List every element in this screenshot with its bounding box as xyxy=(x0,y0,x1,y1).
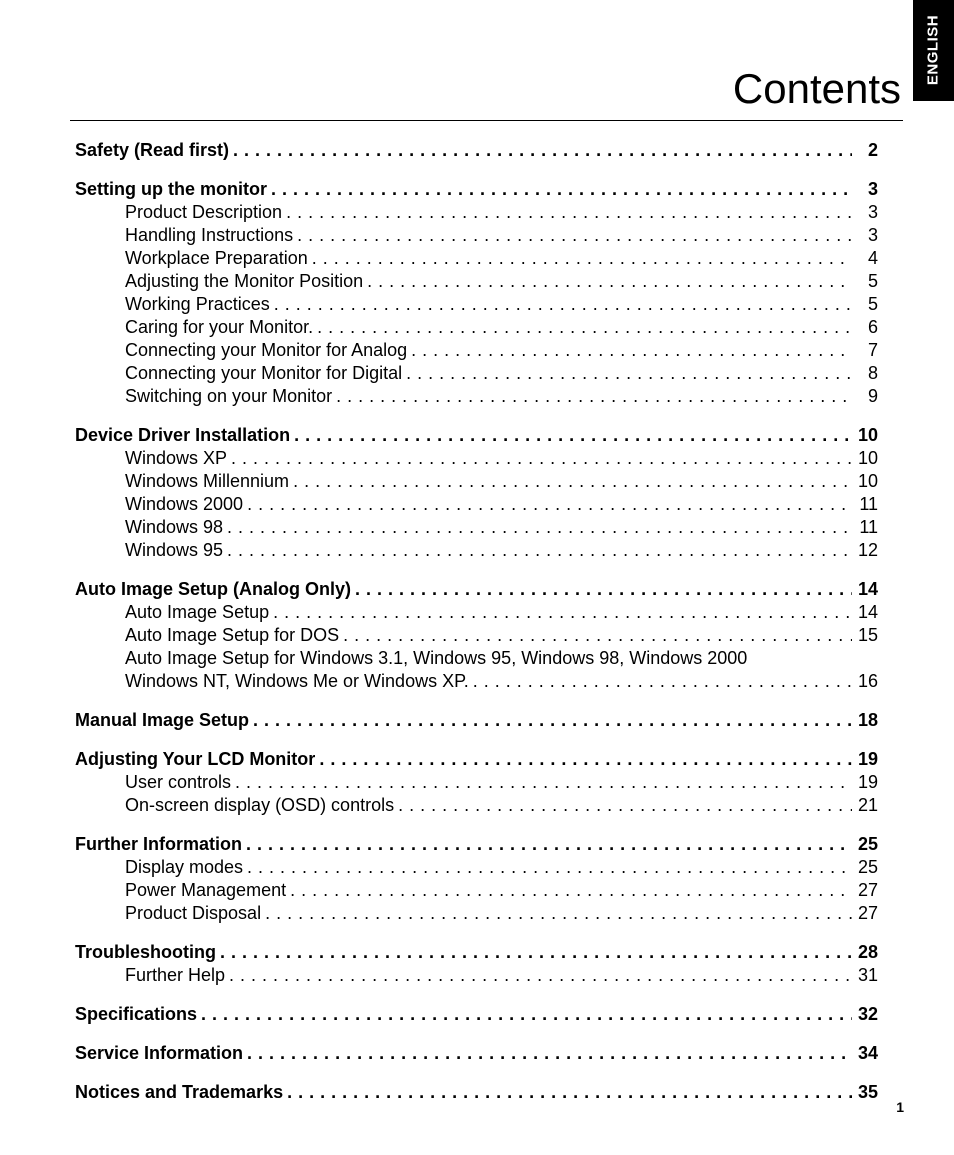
toc-dot-leader xyxy=(317,316,852,339)
toc-dot-leader xyxy=(287,1081,852,1104)
toc-entry-label: Windows 98 xyxy=(125,517,224,537)
toc-entry-label: Windows 95 xyxy=(125,540,224,560)
toc-dot-leader xyxy=(273,601,852,624)
toc-entry-page-number: 7 xyxy=(867,340,878,360)
toc-entry-page-number: 5 xyxy=(867,271,878,291)
toc-section-entry[interactable] xyxy=(75,270,878,293)
toc-entry-label: Manual Image Setup xyxy=(75,710,250,730)
toc-section-entry[interactable] xyxy=(75,624,878,647)
toc-entry-page-number: 5 xyxy=(867,294,878,314)
toc-entry-label: Further Information xyxy=(75,834,242,854)
toc-section-entry[interactable] xyxy=(75,516,878,539)
toc-entry-label: Adjusting the Monitor Position xyxy=(125,271,364,291)
toc-entry-page-number: 10 xyxy=(857,425,878,445)
toc-section-entry[interactable] xyxy=(75,771,878,794)
toc-entry-page-number: 14 xyxy=(857,602,878,622)
toc-entry-label: Safety (Read first) xyxy=(75,140,230,160)
page-number: 1 xyxy=(896,1099,904,1115)
toc-dot-leader xyxy=(235,771,852,794)
toc-entry-label: Troubleshooting xyxy=(75,942,216,962)
toc-entry-page-number: 8 xyxy=(867,363,878,383)
toc-dot-leader xyxy=(253,709,852,732)
toc-section-entry[interactable] xyxy=(75,447,878,470)
toc-section-entry[interactable] xyxy=(75,902,878,925)
toc-dot-leader xyxy=(274,293,852,316)
toc-entry-label: Workplace Preparation xyxy=(125,248,308,268)
toc-entry-label: Auto Image Setup for Windows 3.1, Windows 95, Windows 98, Windows 2000 xyxy=(125,648,748,668)
toc-entry-label: Service Information xyxy=(75,1043,244,1063)
toc-chapter-entry[interactable] xyxy=(75,709,878,732)
toc-section-entry[interactable] xyxy=(75,601,878,624)
toc-section-entry[interactable] xyxy=(75,794,878,817)
toc-dot-leader xyxy=(343,624,852,647)
toc-section-entry[interactable] xyxy=(75,339,878,362)
toc-entry-page-number: 25 xyxy=(857,834,878,854)
toc-dot-leader xyxy=(398,794,852,817)
toc-chapter-entry[interactable] xyxy=(75,139,878,162)
toc-entry-page-number: 28 xyxy=(857,942,878,962)
toc-entry-page-number: 6 xyxy=(867,317,878,337)
toc-chapter-entry[interactable] xyxy=(75,178,878,201)
toc-entry-label: Windows NT, Windows Me or Windows XP. xyxy=(125,671,469,691)
toc-entry-label: Display modes xyxy=(125,857,244,877)
toc-entry-label: Switching on your Monitor xyxy=(125,386,333,406)
toc-entry-page-number: 14 xyxy=(857,579,878,599)
toc-entry-label: Working Practices xyxy=(125,294,270,314)
toc-entry-label: Caring for your Monitor. xyxy=(125,317,314,337)
toc-entry-page-number: 10 xyxy=(857,448,878,468)
toc-chapter-entry[interactable] xyxy=(75,1081,878,1104)
toc-entry-label: Auto Image Setup for DOS xyxy=(125,625,340,645)
toc-dot-leader xyxy=(227,539,852,562)
toc-chapter-entry[interactable] xyxy=(75,578,878,601)
toc-entry-label: Auto Image Setup (Analog Only) xyxy=(75,579,352,599)
toc-entry-label: Adjusting Your LCD Monitor xyxy=(75,749,316,769)
toc-dot-leader xyxy=(227,516,852,539)
toc-dot-leader xyxy=(201,1003,852,1026)
toc-entry-page-number: 12 xyxy=(857,540,878,560)
toc-entry-label: On-screen display (OSD) controls xyxy=(125,795,395,815)
toc-entry-label: Auto Image Setup xyxy=(125,602,270,622)
toc-entry-page-number: 27 xyxy=(857,880,878,900)
toc-dot-leader xyxy=(312,247,852,270)
toc-dot-leader xyxy=(247,856,852,879)
toc-dot-leader xyxy=(271,178,852,201)
toc-dot-leader xyxy=(247,493,852,516)
toc-dot-leader xyxy=(229,964,852,987)
toc-dot-leader xyxy=(336,385,852,408)
toc-chapter-entry[interactable] xyxy=(75,748,878,771)
toc-entry-page-number: 4 xyxy=(867,248,878,268)
toc-dot-leader xyxy=(293,470,852,493)
toc-dot-leader xyxy=(265,902,852,925)
toc-entry-page-number: 35 xyxy=(857,1082,878,1102)
toc-section-entry[interactable] xyxy=(75,493,878,516)
toc-dot-leader xyxy=(355,578,852,601)
toc-dot-leader xyxy=(231,447,852,470)
toc-dot-leader xyxy=(233,139,852,162)
toc-dot-leader xyxy=(294,424,852,447)
toc-entry-page-number: 2 xyxy=(867,140,878,160)
table-of-contents xyxy=(75,139,878,1104)
toc-entry-label: Handling Instructions xyxy=(125,225,294,245)
toc-entry-label: Connecting your Monitor for Digital xyxy=(125,363,403,383)
toc-entry-page-number: 16 xyxy=(857,671,878,691)
toc-section-entry[interactable] xyxy=(75,362,878,385)
toc-entry-label: Specifications xyxy=(75,1004,198,1024)
toc-entry-page-number: 15 xyxy=(857,625,878,645)
toc-section-entry[interactable] xyxy=(75,247,878,270)
toc-entry-page-number: 18 xyxy=(857,710,878,730)
toc-section-entry[interactable] xyxy=(75,539,878,562)
toc-dot-leader xyxy=(247,1042,852,1065)
toc-chapter-entry[interactable] xyxy=(75,833,878,856)
toc-dot-leader xyxy=(319,748,852,771)
toc-section-entry[interactable] xyxy=(75,670,878,693)
toc-entry-label: Setting up the monitor xyxy=(75,179,267,199)
toc-entry-page-number: 25 xyxy=(857,857,878,877)
toc-entry-page-number: 10 xyxy=(857,471,878,491)
toc-entry-page-number: 21 xyxy=(857,795,878,815)
toc-dot-leader xyxy=(246,833,852,856)
toc-entry-label: Notices and Trademarks xyxy=(75,1082,284,1102)
toc-dot-leader xyxy=(411,339,852,362)
toc-section-entry[interactable] xyxy=(75,470,878,493)
toc-entry-page-number: 11 xyxy=(859,494,878,514)
toc-dot-leader xyxy=(290,879,852,902)
toc-section-entry[interactable] xyxy=(75,316,878,339)
toc-entry-page-number: 3 xyxy=(867,225,878,245)
toc-entry-label: User controls xyxy=(125,772,232,792)
language-tab xyxy=(913,0,954,101)
toc-entry-page-number: 3 xyxy=(867,202,878,222)
toc-entry-page-number: 19 xyxy=(857,749,878,769)
toc-section-entry[interactable] xyxy=(75,964,878,987)
toc-entry-label: Power Management xyxy=(125,880,287,900)
toc-dot-leader xyxy=(473,670,852,693)
toc-dot-leader xyxy=(297,224,852,247)
toc-chapter-entry[interactable] xyxy=(75,1003,878,1026)
toc-entry-page-number: 19 xyxy=(857,772,878,792)
toc-entry-label: Product Description xyxy=(125,202,283,222)
toc-chapter-entry[interactable] xyxy=(75,1042,878,1065)
toc-section-entry[interactable] xyxy=(75,856,878,879)
language-tab-label: ENGLISH xyxy=(924,14,942,86)
toc-dot-leader xyxy=(286,201,852,224)
toc-entry-label: Windows XP xyxy=(125,448,228,468)
toc-entry-label: Further Help xyxy=(125,965,226,985)
toc-entry-page-number: 32 xyxy=(857,1004,878,1024)
toc-chapter-entry[interactable] xyxy=(75,424,878,447)
toc-entry-page-number: 31 xyxy=(857,965,878,985)
toc-section-entry[interactable] xyxy=(75,224,878,247)
page-title: Contents xyxy=(732,65,901,112)
toc-chapter-entry[interactable] xyxy=(75,941,878,964)
toc-section-entry[interactable] xyxy=(75,879,878,902)
title-divider xyxy=(70,120,903,121)
toc-section-entry[interactable] xyxy=(75,385,878,408)
toc-entry-page-number: 27 xyxy=(857,903,878,923)
toc-dot-leader xyxy=(220,941,852,964)
toc-dot-leader xyxy=(406,362,852,385)
toc-entry-label: Connecting your Monitor for Analog xyxy=(125,340,408,360)
toc-dot-leader xyxy=(367,270,852,293)
toc-entry-page-number: 34 xyxy=(857,1043,878,1063)
toc-entry-label: Windows 2000 xyxy=(125,494,244,514)
toc-entry-label: Product Disposal xyxy=(125,903,262,923)
toc-section-entry[interactable] xyxy=(75,201,878,224)
toc-entry-page-number: 9 xyxy=(867,386,878,406)
toc-entry-page-number: 11 xyxy=(859,517,878,537)
toc-section-entry[interactable] xyxy=(75,647,878,670)
toc-entry-page-number: 3 xyxy=(867,179,878,199)
toc-entry-label: Device Driver Installation xyxy=(75,425,291,445)
toc-entry-label: Windows Millennium xyxy=(125,471,290,491)
toc-section-entry[interactable] xyxy=(75,293,878,316)
